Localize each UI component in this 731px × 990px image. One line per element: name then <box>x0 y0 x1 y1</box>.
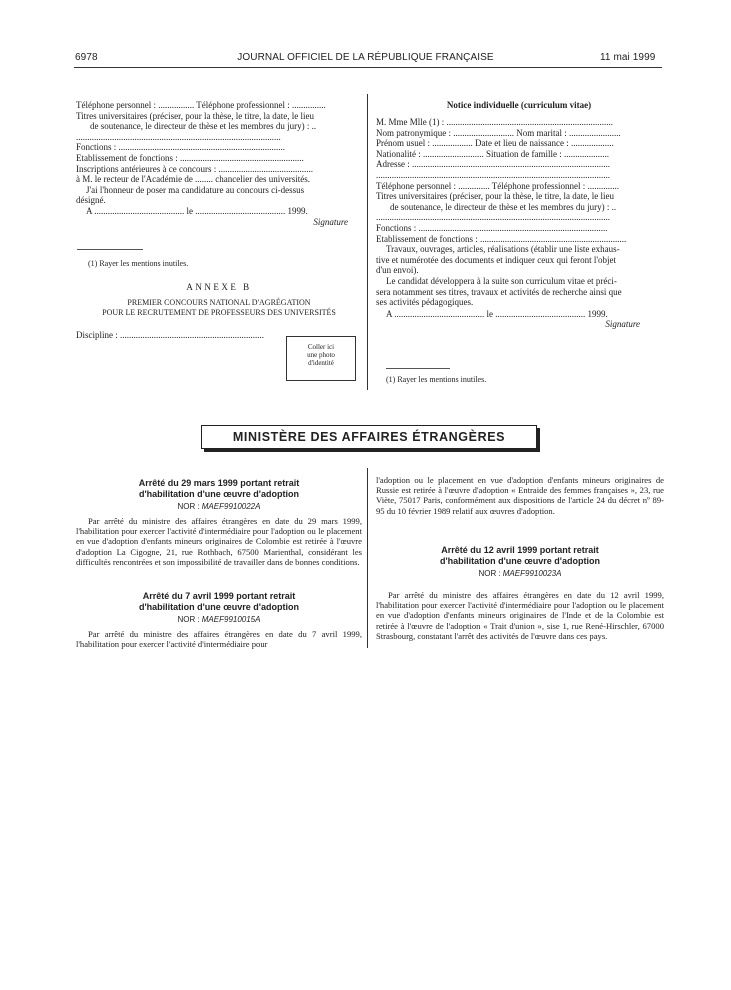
date-line: A ........................................ le ........................................ 1999. <box>386 308 608 319</box>
form-line: Inscriptions antérieures à ce concours : .......................................... <box>76 163 313 174</box>
article-body: Par arrêté du ministre des affaires étrangères en date du 12 avril 1999, l'habilitation pour exercer l'activité d'intermédiaire pour l'adoption ou le placement en vue d'adoption d'enfants mineurs originaires de l'Inde et de la Colombie est retirée à l'œuvre de l'adoption « Trait d'union », sise 1, rue René-Hirschler, 67000 Strasbourg, constatant l'arrêt des activités de l'œuvre dans ces pays. <box>376 590 664 641</box>
footnote: (1) Rayer les mentions inutiles. <box>88 259 189 268</box>
signature-label: Signature <box>313 216 348 227</box>
photo-box-line: d'identité <box>308 359 334 367</box>
notice-line: ses activités pédagogiques. <box>376 297 474 308</box>
notice-line: Etablissement de fonctions : ................................................................. <box>376 233 627 244</box>
article-title <box>76 478 362 500</box>
notice-line: Travaux, ouvrages, articles, réalisations (établir une liste exhaus- <box>386 244 620 255</box>
article-body: Par arrêté du ministre des affaires étrangères en date du 29 mars 1999, l'habilitation pour exercer l'activité d'intermédiaire pour l'adoption ou le placement en vue d'adoption d'enfants mineurs originaires de Colombie est retirée à l'œuvre d'adoption La Cigogne, 21, rue Rothbach, 67500 Marienthal, considérant les difficultés rencontrées et son impossibilité de travailler dans de bonnes conditions. <box>76 516 362 567</box>
article-title-line: Arrêté du 12 avril 1999 portant retrait <box>441 545 599 555</box>
notice-line: Titres universitaires (préciser, pour la thèse, le titre, la date, le lieu <box>376 191 614 202</box>
notice-line: Le candidat développera à la suite son curriculum vitae et préci- <box>386 275 617 286</box>
header-rule <box>74 67 662 68</box>
form-line: Téléphone personnel : ................ Téléphone professionnel : ............... <box>76 100 326 110</box>
photo-box <box>286 336 356 381</box>
notice-line: Nationalité : ........................... Situation de famille : .................... <box>376 148 609 159</box>
notice-line: M. Mme Mlle (1) : .......................................................................... <box>376 117 613 127</box>
article-body: Par arrêté du ministre des affaires étrangères en date du 7 avril 1999, l'habilitation pour exercer l'activité d'intermédiaire pour <box>76 629 362 650</box>
article-body-continuation: l'adoption ou le placement en vue d'adoption d'enfants mineurs originaires de Russie est retirée à l'œuvre d'adoption « Entraide des femmes françaises », 23, rue Viète, 75017 Paris, conformément aux dispositions de l'article 24 du décret nº 89-95 du 10 février 1989 relatif aux œuvres d'adoption. <box>376 475 664 516</box>
notice-line: de soutenance, le directeur de thèse et les membres du jury) : .. <box>390 201 617 212</box>
annex-subtitle-1: PREMIER CONCOURS NATIONAL D'AGRÉGATION <box>127 298 311 307</box>
annex-title: ANNEXE B <box>186 282 252 292</box>
journal-title: JOURNAL OFFICIEL DE LA RÉPUBLIQUE FRANÇAISE <box>237 52 494 63</box>
nor-code: MAEF9910022A <box>201 502 261 511</box>
notice-title: Notice individuelle (curriculum vitae) <box>446 100 592 110</box>
notice-line: Prénom usuel : .................. Date et lieu de naissance : ................... <box>376 138 614 149</box>
article-title-line: d'habilitation d'une œuvre d'adoption <box>139 602 299 612</box>
photo-box-line: Coller ici <box>307 343 335 351</box>
article-title-line: Arrêté du 29 mars 1999 portant retrait <box>138 478 300 488</box>
page-number: 6978 <box>75 52 98 63</box>
nor-label: NOR : <box>177 502 200 511</box>
nor-code: MAEF9910023A <box>502 569 562 578</box>
form-line: Etablissement de fonctions : ....................................................... <box>76 152 304 163</box>
photo-box-line: une photo <box>307 351 335 359</box>
notice-line: tive et numérotée des documents et indiquer ceux qui feront l'objet <box>376 254 617 265</box>
article-title <box>376 545 664 567</box>
notice-form <box>376 117 664 330</box>
notice-line: Téléphone personnel : .............. Téléphone professionnel : .............. <box>376 180 620 191</box>
notice-line: ........................................................................................................ <box>376 169 610 180</box>
notice-line: Fonctions : .................................................................................... <box>376 222 608 233</box>
form-line: à M. le recteur de l'Académie de ........ chancelier des universités. <box>76 174 311 185</box>
article-title <box>76 591 362 613</box>
article-title-line: Arrêté du 7 avril 1999 portant retrait <box>142 591 296 601</box>
footnote-rule <box>77 249 143 250</box>
footnote: (1) Rayer les mentions inutiles. <box>386 375 487 384</box>
ministry-banner: MINISTÈRE DES AFFAIRES ÉTRANGÈRES <box>201 425 537 449</box>
publication-date: 11 mai 1999 <box>600 52 656 63</box>
date-line: A ........................................ le ........................................ 1999. <box>86 205 308 216</box>
application-form <box>76 100 362 227</box>
nor-label: NOR : <box>478 569 501 578</box>
signature-label: Signature <box>605 319 640 330</box>
nor-reference <box>376 569 664 580</box>
column-divider <box>367 94 368 390</box>
nor-reference <box>76 615 362 626</box>
notice-line: Adresse : ........................................................................................ <box>376 159 610 170</box>
form-line: Fonctions : .......................................................................... <box>76 142 286 153</box>
notice-line: d'un envoi). <box>376 265 419 276</box>
form-line: Titres universitaires (préciser, pour la thèse, le titre, la date, le lieu <box>76 110 314 121</box>
article-title-line: d'habilitation d'une œuvre d'adoption <box>440 556 600 566</box>
discipline-field: Discipline : ................................................................ <box>76 330 264 340</box>
form-line: désigné. <box>76 195 106 206</box>
column-divider <box>367 468 368 648</box>
notice-line: Nom patronymique : ........................... Nom marital : ....................... <box>376 127 621 138</box>
notice-line: sera notamment ses titres, travaux et activités de recherche ainsi que <box>376 286 622 297</box>
nor-label: NOR : <box>177 615 200 624</box>
form-line: ........................................................................................... <box>76 131 281 142</box>
nor-reference <box>76 502 362 513</box>
form-line: de soutenance, le directeur de thèse et les membres du jury) : .. <box>90 121 317 132</box>
nor-code: MAEF9910015A <box>201 615 261 624</box>
form-line: J'ai l'honneur de poser ma candidature au concours ci-dessus <box>86 184 305 195</box>
notice-line: ........................................................................................................ <box>376 212 610 223</box>
article-title-line: d'habilitation d'une œuvre d'adoption <box>139 489 299 499</box>
annex-subtitle-2: POUR LE RECRUTEMENT DE PROFESSEURS DES UNIVERSITÉS <box>102 308 336 317</box>
footnote-rule <box>386 368 450 369</box>
